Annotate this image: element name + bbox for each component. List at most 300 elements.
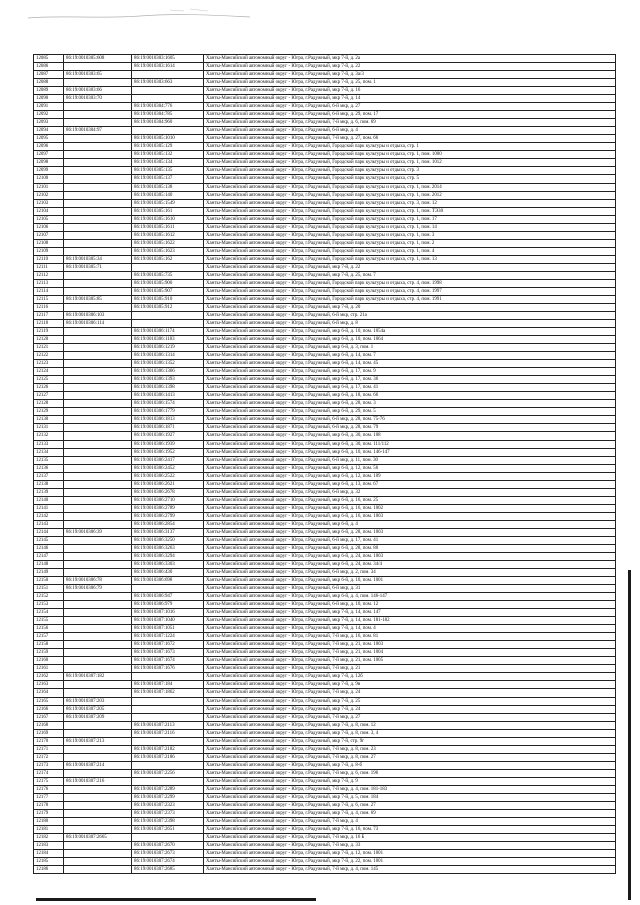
- cadastral-number-parcel: [64, 569, 132, 577]
- cadastral-number-premises: 86:19:0010306:1393: [132, 376, 204, 384]
- address: Ханты-Мансийский автономный округ - Югра, г.Радужный, мкр 6-й, д. 13, пом. 67: [204, 480, 616, 488]
- cadastral-number-parcel: 86:19:0010306:78: [64, 577, 132, 585]
- address: Ханты-Мансийский автономный округ - Югра, г.Радужный, мкр 7-й, д. 16, пом. 73: [204, 826, 616, 834]
- row-number: 12158: [34, 641, 64, 649]
- table-row: [34, 842, 616, 850]
- table-row: [34, 231, 616, 239]
- table-row: [34, 793, 616, 801]
- row-number: 12179: [34, 809, 64, 817]
- cadastral-number-parcel: [64, 111, 132, 119]
- address: Ханты-Мансийский автономный округ - Югра, г.Радужный, Городской парк культуры и отдыха, стр. 4, пом. 1991: [204, 295, 616, 303]
- table-row: [34, 850, 616, 858]
- cadastral-number-parcel: 86:19:0010305:85: [64, 295, 132, 303]
- table-row: [34, 657, 616, 665]
- address: Ханты-Мансийский автономный округ - Югра, г.Радужный, мкр 6-й, д. 16, пом. 1002: [204, 504, 616, 512]
- row-number: 12125: [34, 376, 64, 384]
- cadastral-number-premises: 86:19:0010306:1871: [132, 424, 204, 432]
- table-row: [34, 360, 616, 368]
- cadastral-number-parcel: [64, 641, 132, 649]
- row-number: 12141: [34, 504, 64, 512]
- table-row: [34, 569, 616, 577]
- cadastral-number-parcel: [64, 103, 132, 111]
- cadastral-number-premises: 86:19:0010306:2854: [132, 520, 204, 528]
- cadastral-number-premises: [132, 87, 204, 95]
- row-number: 12178: [34, 801, 64, 809]
- table-row: [34, 472, 616, 480]
- table-row: [34, 95, 616, 103]
- row-number: 12182: [34, 834, 64, 842]
- table-row: [34, 544, 616, 552]
- table-row: [34, 834, 616, 842]
- table-row: [34, 697, 616, 705]
- cadastral-number-parcel: [64, 448, 132, 456]
- row-number: 12090: [34, 95, 64, 103]
- table-row: [34, 199, 616, 207]
- row-number: 12138: [34, 480, 64, 488]
- address: Ханты-Мансийский автономный округ - Югра, г.Радужный, 6-й мкр, д. 2, пом. 34: [204, 569, 616, 577]
- address: Ханты-Мансийский автономный округ - Югра, г.Радужный, 7-й мкр, д. 6, пом. 196: [204, 769, 616, 777]
- cadastral-number-parcel: [64, 151, 132, 159]
- table-row: [34, 55, 616, 63]
- table-row: [34, 247, 616, 255]
- cadastral-number-parcel: [64, 657, 132, 665]
- cadastral-number-premises: [132, 585, 204, 593]
- row-number: 12144: [34, 528, 64, 536]
- address: Ханты-Мансийский автономный округ - Югра, г.Радужный, мкр 7-й, д. 12, пом. 1001: [204, 850, 616, 858]
- table-row: [34, 785, 616, 793]
- cadastral-number-premises: 86:19:0010306:1813: [132, 416, 204, 424]
- row-number: 12164: [34, 689, 64, 697]
- cadastral-number-premises: 86:19:0010307:2299: [132, 793, 204, 801]
- cadastral-number-parcel: [64, 279, 132, 287]
- cadastral-number-parcel: [64, 480, 132, 488]
- row-number: 12175: [34, 777, 64, 785]
- row-number: 12121: [34, 344, 64, 352]
- table-row: [34, 480, 616, 488]
- row-number: 12173: [34, 761, 64, 769]
- row-number: 12101: [34, 183, 64, 191]
- cadastral-number-premises: 86:19:0010307:2685: [132, 866, 204, 874]
- cadastral-number-premises: [132, 673, 204, 681]
- cadastral-number-premises: 86:19:0010306:1314: [132, 352, 204, 360]
- row-number: 12103: [34, 199, 64, 207]
- table-row: [34, 520, 616, 528]
- table-row: [34, 151, 616, 159]
- address: Ханты-Мансийский автономный округ - Югра, г.Радужный, мкр 7-й, д. 9в: [204, 681, 616, 689]
- address: Ханты-Мансийский автономный округ - Югра, г.Радужный, мкр 6-й, д. 24, пом. 1003: [204, 552, 616, 560]
- cadastral-number-parcel: [64, 801, 132, 809]
- cadastral-number-premises: 86:19:0010306:3137: [132, 528, 204, 536]
- cadastral-number-parcel: 86:19:0010307:216: [64, 777, 132, 785]
- table-row: [34, 408, 616, 416]
- cadastral-number-parcel: [64, 689, 132, 697]
- cadastral-number-parcel: [64, 753, 132, 761]
- row-number: 12112: [34, 271, 64, 279]
- row-number: 12174: [34, 769, 64, 777]
- cadastral-number-premises: 86:19:0010307:2674: [132, 858, 204, 866]
- address: Ханты-Мансийский автономный округ - Югра, г.Радужный, 6-й мкр, д. 10, пом. 12: [204, 601, 616, 609]
- address: Ханты-Мансийский автономный округ - Югра, г.Радужный, мкр 7-й, д. 22, пом. 1001: [204, 858, 616, 866]
- cadastral-number-parcel: 86:19:0010306:79: [64, 585, 132, 593]
- table-row: [34, 424, 616, 432]
- address: Ханты-Мансийский автономный округ - Югра, г.Радужный, мкр 6-й, д. 17, пом. 9: [204, 368, 616, 376]
- cadastral-number-parcel: [64, 303, 132, 311]
- cadastral-number-premises: [132, 777, 204, 785]
- row-number: 12156: [34, 625, 64, 633]
- cadastral-number-premises: 86:19:0010307:1672: [132, 641, 204, 649]
- table-row: [34, 609, 616, 617]
- table-row: [34, 432, 616, 440]
- cadastral-number-parcel: [64, 866, 132, 874]
- table-row: [34, 416, 616, 424]
- address: Ханты-Мансийский автономный округ - Югра, г.Радужный, мкр 7-й, д. 8, пом. 3, 4: [204, 729, 616, 737]
- cadastral-number-premises: 86:19:0010304:776: [132, 103, 204, 111]
- address: Ханты-Мансийский автономный округ - Югра, г.Радужный, мкр 7-й, д. 14, пом. 181-182: [204, 617, 616, 625]
- address: Ханты-Мансийский автономный округ - Югра, г.Радужный, мкр 6-й, д. 12, пом. 56: [204, 464, 616, 472]
- row-number: 12106: [34, 223, 64, 231]
- cadastral-number-parcel: [64, 721, 132, 729]
- address: Ханты-Мансийский автономный округ - Югра, г.Радужный, Городской парк культуры и отдыха, стр. 3, пом. 12: [204, 199, 616, 207]
- cadastral-number-premises: 86:19:0010307:2289: [132, 785, 204, 793]
- row-number: 12148: [34, 560, 64, 568]
- row-number: 12142: [34, 512, 64, 520]
- cadastral-number-premises: 86:19:0010307:1224: [132, 633, 204, 641]
- table-row: [34, 271, 616, 279]
- row-number: 12120: [34, 336, 64, 344]
- cadastral-number-premises: [132, 127, 204, 135]
- cadastral-number-premises: 86:19:0010305:1549: [132, 199, 204, 207]
- row-number: 12094: [34, 127, 64, 135]
- cadastral-number-premises: [132, 263, 204, 271]
- cadastral-number-premises: [132, 713, 204, 721]
- table-row: [34, 392, 616, 400]
- row-number: 12186: [34, 866, 64, 874]
- cadastral-number-premises: 86:19:0010305:912: [132, 303, 204, 311]
- cadastral-number-parcel: [64, 536, 132, 544]
- cadastral-number-parcel: [64, 271, 132, 279]
- scan-edge-shadow: [628, 570, 631, 900]
- row-number: 12087: [34, 71, 64, 79]
- table-row: [34, 593, 616, 601]
- address: Ханты-Мансийский автономный округ - Югра, г.Радужный, мкр 6-й, д. 17, пом. 41: [204, 384, 616, 392]
- row-number: 12122: [34, 352, 64, 360]
- cadastral-number-parcel: 86:19:0010305:34: [64, 255, 132, 263]
- cadastral-number-premises: 86:19:0010305:135: [132, 167, 204, 175]
- row-number: 12115: [34, 295, 64, 303]
- table-row: [34, 159, 616, 167]
- cadastral-number-parcel: [64, 472, 132, 480]
- cadastral-number-parcel: [64, 520, 132, 528]
- cadastral-number-parcel: [64, 793, 132, 801]
- table-row: [34, 127, 616, 135]
- table-row: [34, 496, 616, 504]
- cadastral-number-premises: 86:19:0010306:3250: [132, 536, 204, 544]
- cadastral-number-premises: 86:19:0010306:979: [132, 601, 204, 609]
- table-row: [34, 729, 616, 737]
- cadastral-number-premises: 86:19:0010305:735: [132, 271, 204, 279]
- address: Ханты-Мансийский автономный округ - Югра, г.Радужный, Городской парк культуры и отдыха, стр. 1: [204, 143, 616, 151]
- cadastral-number-parcel: [64, 745, 132, 753]
- cadastral-number-parcel: [64, 143, 132, 151]
- table-row: [34, 368, 616, 376]
- cadastral-number-parcel: 86:19:0010306:39: [64, 528, 132, 536]
- address: Ханты-Мансийский автономный округ - Югра, г.Радужный, Городской парк культуры и отдыха, стр. 4, пом. 1998: [204, 279, 616, 287]
- cadastral-number-parcel: [64, 175, 132, 183]
- address: Ханты-Мансийский автономный округ - Югра, г.Радужный, мкр 6-й, д. 10, пом. 1064: [204, 336, 616, 344]
- cadastral-number-premises: 86:19:0010306:2417: [132, 456, 204, 464]
- cadastral-number-parcel: [64, 850, 132, 858]
- address: Ханты-Мансийский автономный округ - Югра, г.Радужный, 6-й мкр, д. 28, пом. 75-76: [204, 416, 616, 424]
- cadastral-number-parcel: 86:19:0010307:203: [64, 697, 132, 705]
- row-number: 12153: [34, 601, 64, 609]
- register-table-body: [34, 55, 616, 874]
- cadastral-number-parcel: [64, 215, 132, 223]
- table-row: [34, 826, 616, 834]
- cadastral-number-parcel: [64, 544, 132, 552]
- address: Ханты-Мансийский автономный округ - Югра, г.Радужный, 6-й мкр, стр. 21а: [204, 312, 616, 320]
- address: Ханты-Мансийский автономный округ - Югра, г.Радужный, мкр 6-й, д. 16, пом. 25: [204, 496, 616, 504]
- cadastral-number-parcel: [64, 360, 132, 368]
- table-row: [34, 713, 616, 721]
- row-number: 12104: [34, 207, 64, 215]
- cadastral-number-parcel: [64, 649, 132, 657]
- row-number: 12162: [34, 673, 64, 681]
- cadastral-number-premises: [132, 71, 204, 79]
- address: Ханты-Мансийский автономный округ - Югра, г.Радужный, 6-й мкр, д. 28, пом. 79: [204, 424, 616, 432]
- row-number: 12134: [34, 448, 64, 456]
- cadastral-number-premises: [132, 705, 204, 713]
- row-number: 12124: [34, 368, 64, 376]
- address: Ханты-Мансийский автономный округ - Югра, г.Радужный, мкр 6-й, д. 17, пом. 36: [204, 376, 616, 384]
- address: Ханты-Мансийский автономный округ - Югра, г.Радужный, 7-й мкр, д. 4, пом. 181-183: [204, 785, 616, 793]
- row-number: 12166: [34, 705, 64, 713]
- table-row: [34, 87, 616, 95]
- cadastral-number-premises: [132, 95, 204, 103]
- row-number: 12130: [34, 416, 64, 424]
- address: Ханты-Мансийский автономный округ - Югра, г.Радужный, 7-й мкр, д. 4: [204, 817, 616, 825]
- row-number: 12132: [34, 432, 64, 440]
- cadastral-number-premises: 86:19:0010307:1862: [132, 689, 204, 697]
- address: Ханты-Мансийский автономный округ - Югра, г.Радужный, Городской парк культуры и отдыха, стр. 1, пом. 2012: [204, 191, 616, 199]
- address: Ханты-Мансийский автономный округ - Югра, г.Радужный, Городской парк культуры и отдыха, стр. 4, пом. 1997: [204, 287, 616, 295]
- table-row: [34, 577, 616, 585]
- address: Ханты-Мансийский автономный округ - Югра, г.Радужный, Городской парк культуры и отдыха, стр. 3: [204, 167, 616, 175]
- table-row: [34, 287, 616, 295]
- cadastral-number-premises: 86:19:0010307:2116: [132, 729, 204, 737]
- row-number: 12133: [34, 440, 64, 448]
- cadastral-number-parcel: [64, 769, 132, 777]
- cadastral-number-premises: 86:19:0010305:162: [132, 255, 204, 263]
- row-number: 12113: [34, 279, 64, 287]
- cadastral-number-parcel: [64, 560, 132, 568]
- table-row: [34, 761, 616, 769]
- cadastral-number-parcel: 86:19:0010306:103: [64, 312, 132, 320]
- table-row: [34, 352, 616, 360]
- cadastral-number-premises: 86:19:0010306:2522: [132, 472, 204, 480]
- table-row: [34, 312, 616, 320]
- address: Ханты-Мансийский автономный округ - Югра, г.Радужный, Городской парк культуры и отдыха, стр. 1, пом. 17: [204, 215, 616, 223]
- table-row: [34, 777, 616, 785]
- row-number: 12170: [34, 737, 64, 745]
- cadastral-number-premises: 86:19:0010305:1622: [132, 239, 204, 247]
- row-number: 12171: [34, 745, 64, 753]
- cadastral-number-premises: 86:19:0010304:960: [132, 119, 204, 127]
- row-number: 12136: [34, 464, 64, 472]
- table-row: [34, 585, 616, 593]
- row-number: 12185: [34, 858, 64, 866]
- cadastral-number-premises: 86:19:0010306:1927: [132, 432, 204, 440]
- cadastral-number-premises: 86:19:0010305:1010: [132, 135, 204, 143]
- table-row: [34, 512, 616, 520]
- table-row: [34, 801, 616, 809]
- cadastral-number-premises: 86:19:0010307:2670: [132, 842, 204, 850]
- address: Ханты-Мансийский автономный округ - Югра, г.Радужный, мкр 7-й, д. 12б: [204, 673, 616, 681]
- row-number: 12095: [34, 135, 64, 143]
- address: Ханты-Мансийский автономный округ - Югра, г.Радужный, мкр 7-й, д. 16: [204, 87, 616, 95]
- table-row: [34, 528, 616, 536]
- cadastral-number-parcel: 86:19:0010307:209: [64, 713, 132, 721]
- table-row: [34, 239, 616, 247]
- cadastral-number-parcel: [64, 512, 132, 520]
- address: Ханты-Мансийский автономный округ - Югра, г.Радужный, 6-й мкр, д. 11, пом. 30: [204, 456, 616, 464]
- cadastral-number-parcel: [64, 376, 132, 384]
- cadastral-number-parcel: [64, 625, 132, 633]
- cadastral-number-parcel: 86:19:0010307:214: [64, 761, 132, 769]
- table-row: [34, 103, 616, 111]
- cadastral-number-parcel: 86:19:0010303:65: [64, 71, 132, 79]
- cadastral-number-parcel: [64, 809, 132, 817]
- address: Ханты-Мансийский автономный округ - Югра, г.Радужный, мкр 6-й, д. 16, пом. 1003: [204, 512, 616, 520]
- table-row: [34, 384, 616, 392]
- table-row: [34, 376, 616, 384]
- row-number: 12159: [34, 649, 64, 657]
- address: Ханты-Мансийский автономный округ - Югра, г.Радужный, мкр 7-й, д. 25, пом. 7: [204, 271, 616, 279]
- table-row: [34, 689, 616, 697]
- address: Ханты-Мансийский автономный округ - Югра, г.Радужный, Городской парк культуры и отдыха, стр. 1, пом. ТЭ30: [204, 207, 616, 215]
- row-number: 12093: [34, 119, 64, 127]
- cadastral-number-parcel: [64, 384, 132, 392]
- table-row: [34, 175, 616, 183]
- table-row: [34, 328, 616, 336]
- table-row: [34, 111, 616, 119]
- table-row: [34, 400, 616, 408]
- cadastral-number-premises: 86:19:0010307:1016: [132, 609, 204, 617]
- table-row: [34, 633, 616, 641]
- cadastral-number-premises: 86:19:0010303:1614: [132, 63, 204, 71]
- cadastral-number-premises: 86:19:0010305:907: [132, 287, 204, 295]
- row-number: 12098: [34, 159, 64, 167]
- cadastral-number-parcel: 86:19:0010307:213: [64, 737, 132, 745]
- cadastral-number-premises: 86:19:0010305:140: [132, 191, 204, 199]
- cadastral-number-premises: [132, 320, 204, 328]
- cadastral-number-premises: 86:19:0010307:2373: [132, 809, 204, 817]
- table-row: [34, 344, 616, 352]
- cadastral-number-premises: 86:19:0010306:2789: [132, 504, 204, 512]
- cadastral-number-premises: 86:19:0010306:1939: [132, 440, 204, 448]
- table-row: [34, 119, 616, 127]
- address: Ханты-Мансийский автономный округ - Югра, г.Радужный, Городской парк культуры и отдыха, стр. 1, пом. 1012: [204, 159, 616, 167]
- row-number: 12099: [34, 167, 64, 175]
- address: Ханты-Мансийский автономный округ - Югра, г.Радужный, мкр 7-й, д. 24: [204, 705, 616, 713]
- cadastral-number-premises: 86:19:0010306:698: [132, 577, 204, 585]
- row-number: 12109: [34, 247, 64, 255]
- address: Ханты-Мансийский автономный округ - Югра, г.Радужный, 7-й мкр, д. 16 Б: [204, 834, 616, 842]
- cadastral-number-parcel: [64, 617, 132, 625]
- scan-noise-graphic: [20, 6, 280, 26]
- row-number: 12119: [34, 328, 64, 336]
- address: Ханты-Мансийский автономный округ - Югра, г.Радужный, мкр 6-й, д. 18, пом. 66: [204, 392, 616, 400]
- cadastral-number-parcel: [64, 79, 132, 87]
- row-number: 12139: [34, 488, 64, 496]
- row-number: 12111: [34, 263, 64, 271]
- cadastral-number-parcel: [64, 424, 132, 432]
- address: Ханты-Мансийский автономный округ - Югра, г.Радужный, 7-й мкр, д. 8, пом. 27: [204, 753, 616, 761]
- row-number: 12154: [34, 609, 64, 617]
- cadastral-number-parcel: [64, 239, 132, 247]
- address: Ханты-Мансийский автономный округ - Югра, г.Радужный, мкр 7-й, д. 14: [204, 95, 616, 103]
- cadastral-number-parcel: [64, 488, 132, 496]
- cadastral-number-parcel: [64, 609, 132, 617]
- address: Ханты-Мансийский автономный округ - Югра, г.Радужный, мкр 6-й, д. 14, пом. 7: [204, 352, 616, 360]
- address: Ханты-Мансийский автономный округ - Югра, г.Радужный, мкр 6-й, д. 3, пом. 1: [204, 344, 616, 352]
- row-number: 12152: [34, 593, 64, 601]
- row-number: 12127: [34, 392, 64, 400]
- cadastral-number-parcel: [64, 287, 132, 295]
- table-row: [34, 817, 616, 825]
- cadastral-number-parcel: [64, 593, 132, 601]
- row-number: 12131: [34, 424, 64, 432]
- address: Ханты-Мансийский автономный округ - Югра, г.Радужный, мкр 7-й, д. 14, пом. 147: [204, 609, 616, 617]
- address: Ханты-Мансийский автономный округ - Югра, г.Радужный, мкр 6-й, д. 4: [204, 520, 616, 528]
- table-row: [34, 336, 616, 344]
- address: Ханты-Мансийский автономный округ - Югра, г.Радужный, 7-й мкр, д. 24: [204, 689, 616, 697]
- address: Ханты-Мансийский автономный округ - Югра, г.Радужный, Городской парк культуры и отдыха, стр. 1, пом. 2: [204, 239, 616, 247]
- table-row: [34, 320, 616, 328]
- cadastral-number-parcel: [64, 352, 132, 360]
- table-row: [34, 601, 616, 609]
- cadastral-number-premises: 86:19:0010306:2452: [132, 464, 204, 472]
- cadastral-number-parcel: [64, 681, 132, 689]
- table-row: [34, 737, 616, 745]
- row-number: 12097: [34, 151, 64, 159]
- table-row: [34, 255, 616, 263]
- address: Ханты-Мансийский автономный округ - Югра, г.Радужный, 6-й мкр, д. 27: [204, 103, 616, 111]
- cadastral-number-premises: 86:19:0010307:2651: [132, 826, 204, 834]
- cadastral-number-parcel: 86:19:0010307:205: [64, 705, 132, 713]
- row-number: 12110: [34, 255, 64, 263]
- address: Ханты-Мансийский автономный округ - Югра, г.Радужный, мкр 7-й, д. 3а/3: [204, 71, 616, 79]
- row-number: 12107: [34, 231, 64, 239]
- cadastral-number-premises: 86:19:0010306:2799: [132, 512, 204, 520]
- cadastral-number-premises: 86:19:0010307:1676: [132, 665, 204, 673]
- table-row: [34, 721, 616, 729]
- cadastral-number-parcel: [64, 199, 132, 207]
- table-row: [34, 617, 616, 625]
- address: Ханты-Мансийский автономный округ - Югра, г.Радужный, 7-й мкр, д. 33: [204, 842, 616, 850]
- cadastral-number-parcel: [64, 231, 132, 239]
- cadastral-number-parcel: [64, 135, 132, 143]
- cadastral-number-premises: 86:19:0010305:1611: [132, 223, 204, 231]
- row-number: 12161: [34, 665, 64, 673]
- row-number: 12183: [34, 842, 64, 850]
- address: Ханты-Мансийский автономный округ - Югра, г.Радужный, мкр 6-й, д. 30, пом. 108: [204, 432, 616, 440]
- cadastral-number-parcel: [64, 336, 132, 344]
- cadastral-number-parcel: [64, 207, 132, 215]
- cadastral-number-premises: 86:19:0010307:1040: [132, 617, 204, 625]
- address: Ханты-Мансийский автономный округ - Югра, г.Радужный, мкр 7-й, д. 9: [204, 777, 616, 785]
- table-row: [34, 625, 616, 633]
- address: Ханты-Мансийский автономный округ - Югра, г.Радужный, 7-й мкр, д. 16, пом. 81: [204, 633, 616, 641]
